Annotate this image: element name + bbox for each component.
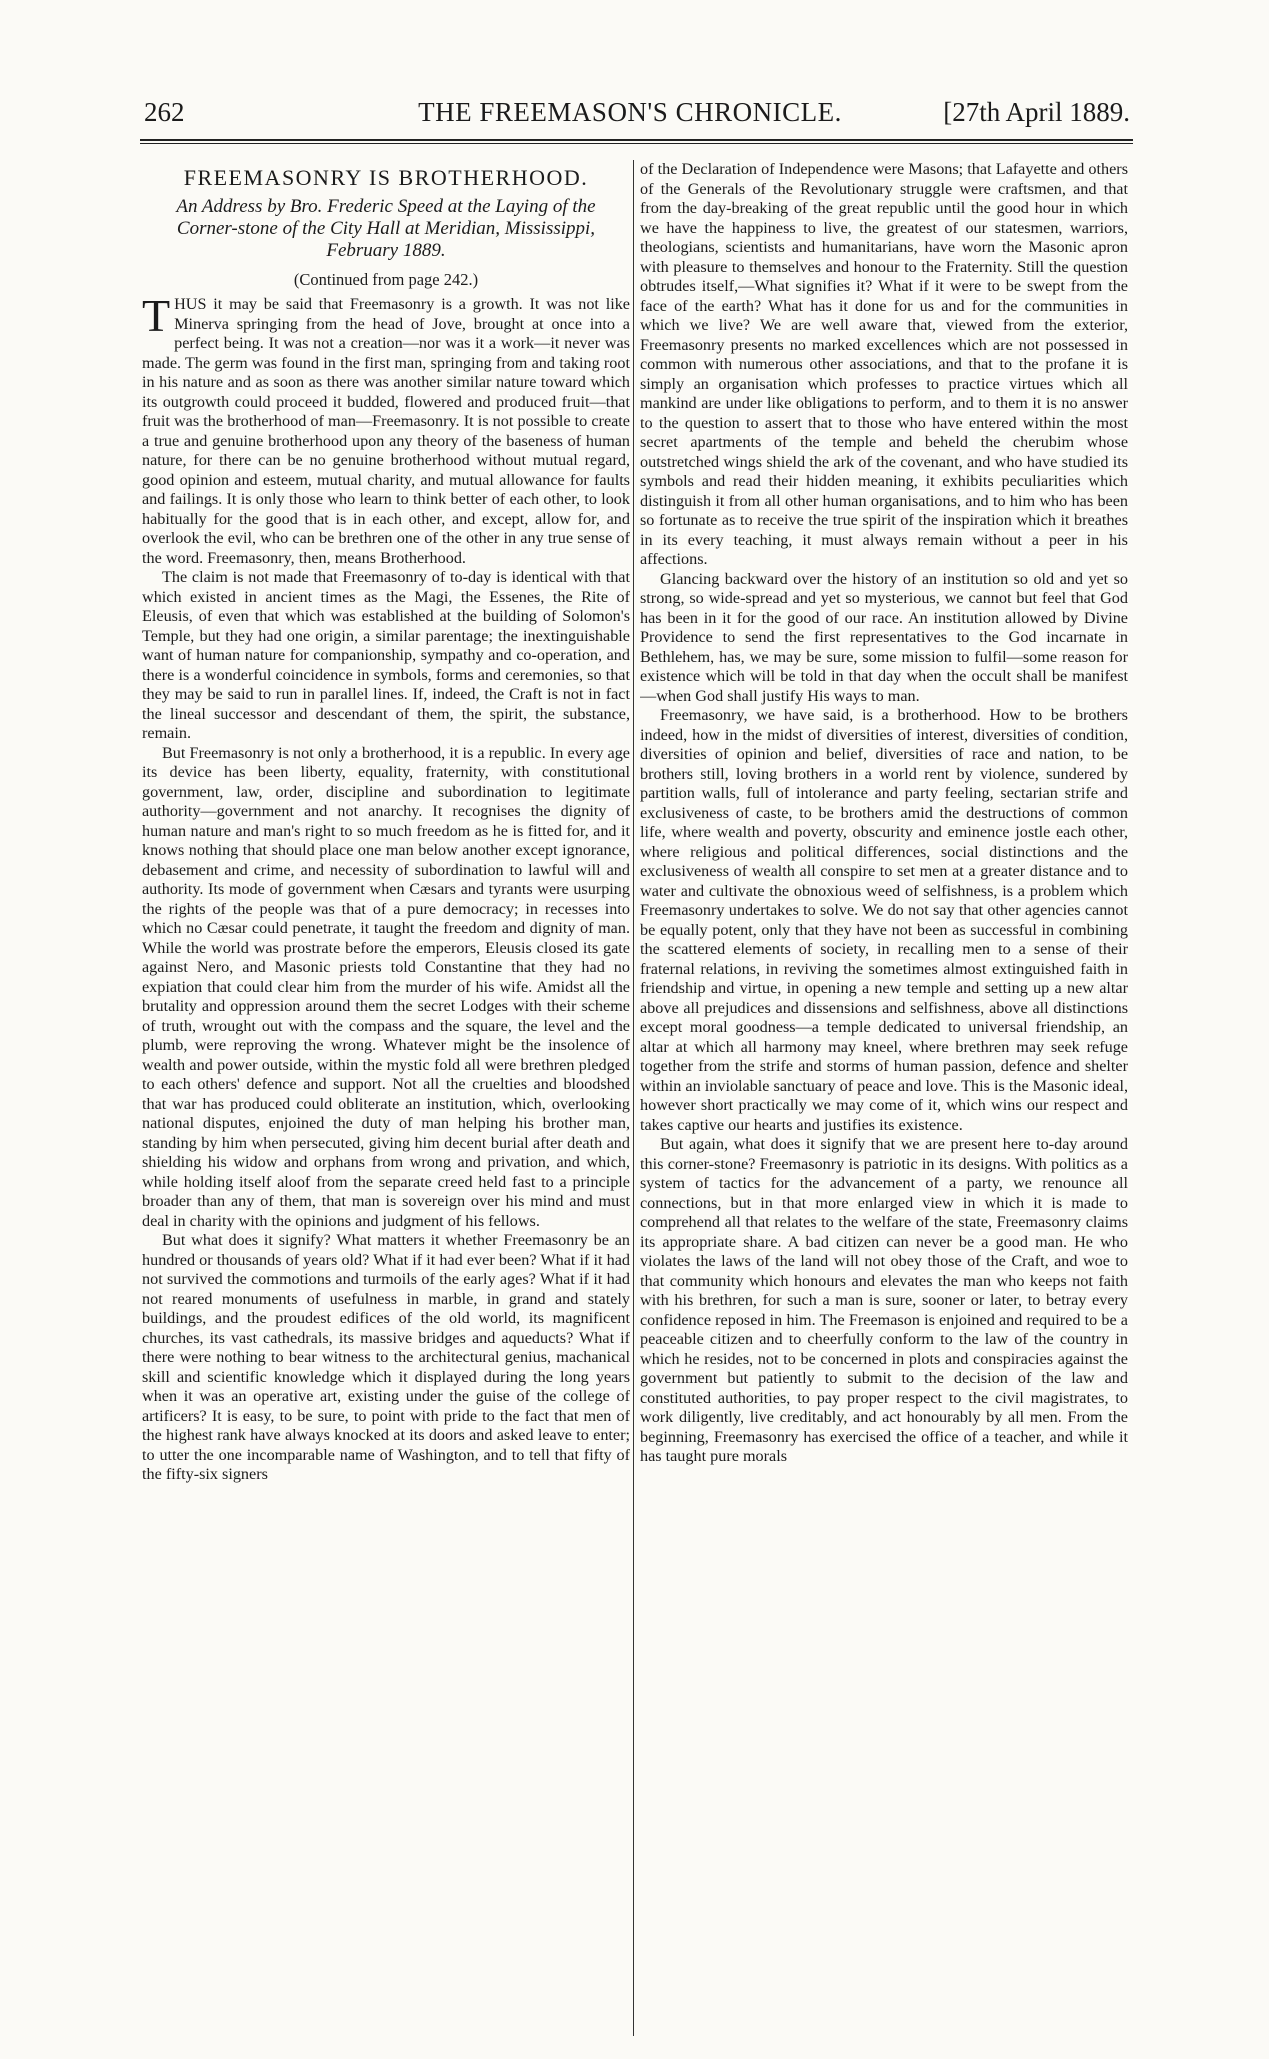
publication-title: THE FREEMASON'S CHRONICLE.	[418, 97, 842, 127]
column-divider	[633, 160, 634, 2036]
paragraph	[142, 290, 630, 568]
paragraph: But again, what does it signify that we are present here to-day around this corner-stone? Freemasonry is patriotic in its designs. With politics as a system of tactics for the advancement of a party, we renounce all connections, but in that more enlarged view in which it is made to comprehend all that relates to the welfare of the state, Freemasonry claims its appropriate share. A bad citizen can never be a good man. He who violates the laws of the land will not obey those of the Craft, and woe to that community which honours and elevates the man who keeps not faith with his brethren, for such a man is sure, sooner or later, to betray every confidence reposed in him. The Freemason is enjoined and required to be a peaceable citizen and to cheerfully conform to the law of the country in which he resides, not to be concerned in plots and conspiracies against the government but patiently to submit to the decision of the law and constituted authorities, to pay proper respect to the civil magistrates, to work diligently, live creditably, and act honourably by all men. From the beginning, Freemasonry has exercised the office of a teacher, and while it has taught pure morals	[640, 1135, 1128, 1465]
header-rule-thin	[140, 143, 1133, 144]
paragraph: But Freemasonry is not only a brotherhood, it is a republic. In every age its device has been liberty, equality, fraternity, with constitutional government, law, order, discipline and subordination to legitimate authority—government and not anarchy. It recognises the dignity of human nature and man's right to so much freedom as he is fitted for, and it knows nothing that should place one man below another except ignorance, debasement and crime, and necessity of subordination to lawful will and authority. Its mode of government when Cæsars and tyrants were usurping the rights of the people was that of a pure democracy; in recesses into which no Cæsar could penetrate, it taught the freedom and dignity of man. While the world was prostrate before the emperors, Eleusis closed its gate against Nero, and Masonic priests told Constantine that they had no expiation that could clear him from the murder of his wife. Amidst all the brutality and oppression around them the secret Lodges with their scheme of truth, wrought out with the compass and the square, the level and the plumb, were reproving the wrong. Whatever might be the insolence of wealth and power outside, within the mystic fold all were brethren pledged to each others' defence and support. Not all the cruelties and bloodshed that war has produced could obliterate an institution, which, overlooking national disputes, enjoined the duty of man helping his brother man, standing by him when persecuted, giving him decent burial after death and shielding his widow and orphans from wrong and privation, and which, while holding itself aloof from the separate creed held fast to a principle broader than any of them, that man is sovereign over his mind and must deal in charity with the opinions and judgment of his fellows.	[142, 743, 630, 1230]
paragraph: The claim is not made that Freemasonry of to-day is identical with that which existed in ancient times as the Magi, the Essenes, the Rite of Eleusis, of even that which was established at the building of Solomon's Temple, but they had one origin, a similar parentage; the inextinguishable want of human nature for companionship, sympathy and co-operation, and there is a wonderful coincidence in symbols, forms and ceremonies, so that they may be said to run in parallel lines. If, indeed, the Craft is not in fact the lineal successor and descendant of them, the spirit, the substance, remain.	[142, 568, 630, 742]
paragraph-text: HUS it may be said that Freemasonry is a growth. It was not like Minerva springing from the head of Jove, brought at once into a perfect being. It was not a creation—nor was it a work—it never was made. The germ was found in the first man, springing from and taking root in his nature and as soon as there was another similar nature toward which its outgrowth could proceed it budded, flowered and produced fruit—that fruit was the brotherhood of man—Freemasonry. It is not possible to create a true and genuine brotherhood upon any theory of the baseness of human nature, for there can be no genuine brotherhood without mutual regard, good opinion and esteem, mutual charity, and mutual allowance for faults and failings. It is only those who learn to think better of each other, to look habitually for the good that is in each other, and except, allow for, and overlook the evil, who can be brethren one of the other in any true sense of the word. Freemasonry, then, means Brotherhood.	[142, 295, 630, 567]
paragraph-continuation: of the Declaration of Independence were Masons; that Lafayette and others of the Generals of the Revolutionary struggle were craftsmen, and that from the day-breaking of the great republic until the good hour in which we have the happiness to live, the greatest of our statesmen, warriors, theologians, scientists and humanitarians, have worn the Masonic apron with pleasure to themselves and honour to the Fraternity. Still the question obtrudes itself,—What signifies it? What if it were to be swept from the face of the earth? What has it done for us and for the communities in which we live? We are well aware that, viewed from the exterior, Freemasonry presents no marked excellences which are not possessed in common with numerous other associations, and that to the profane it is simply an organisation which professes to practice virtues which all mankind are under like obligations to perform, and to them it is no answer to the question to assert that to those who have entered within the most secret apartments of the temple and beheld the cherubim whose outstretched wings shield the ark of the covenant, and who have studied its symbols and read their hidden meaning, it exhibits peculiarities which distinguish it from all other human organisations, and to him who has been so fortunate as to receive the true spirit of the inspiration which it breathes in its every teaching, it must always remain without a peer in his affections.	[640, 160, 1128, 568]
header-rule	[140, 139, 1133, 141]
drop-cap: T	[142, 290, 171, 341]
left-column	[142, 160, 630, 2040]
page-number: 262	[144, 97, 185, 127]
issue-date: [27th April 1889.	[943, 97, 1130, 127]
paragraph: But what does it signify? What matters it whether Freemasonry be an hundred or thousands of years old? What if it had ever been? What if it had not survived the commotions and turmoils of the early ages? What if it had not reared monuments of usefulness in marble, in grand and stately buildings, and the proudest edifices of the old world, its magnificent churches, its vast cathedrals, its massive bridges and aqueducts? What if there were nothing to bear witness to the architectural genius, machanical skill and scientific knowledge which it displayed during the long years when it was an operative art, existing under the guise of the college of artificers? It is easy, to be sure, to point with pride to the fact that men of the highest rank have always knocked at its doors and asked leave to enter; to utter the one incomparable name of Washington, and to tell that fifty of the fifty-six signers	[142, 1231, 630, 1483]
page-header	[130, 97, 1130, 133]
paragraph: Freemasonry, we have said, is a brotherhood. How to be brothers indeed, how in the midst of diversities of interest, diversities of condition, diversities of opinion and belief, diversities of race and nation, to be brothers still, loving brothers in a world rent by violence, sundered by partition walls, full of intolerance and party feeling, sectarian strife and exclusiveness of caste, to be brothers amid the destructions of common life, where wealth and poverty, obscurity and eminence jostle each other, where religious and political differences, social distinctions and the exclusiveness of wealth all conspire to set men at a greater distance and to water and cultivate the obnoxious weed of selfishness, is a problem which Freemasonry undertakes to solve. We do not say that other agencies cannot be equally potent, only that they have not been as successful in combining the scattered elements of society, in recalling men to a sense of their fraternal relations, in reviving the sometimes almost extinguished faith in friendship and virtue, in opening a new temple and setting up a new altar above all prejudices and dissensions and selfishness, above all distinctions except moral goodness—a temple dedicated to universal friendship, an altar at which all harmony may kneel, where brethren may seek refuge together from the strife and storms of human passion, defence and shelter within an inviolable sanctuary of peace and love. This is the Masonic ideal, however short practically we may come of it, which wins our respect and takes captive our hearts and justifies its existence.	[640, 706, 1128, 1134]
article-subtitle: An Address by Bro. Frederic Speed at the Laying of the Corner-stone of the City Hall at Meridian, Mississippi, February 1889.	[176, 195, 596, 261]
right-column	[640, 160, 1128, 2040]
paragraph: Glancing backward over the history of an institution so old and yet so strong, so wide-spread and yet so mysterious, we cannot but feel that God has been in it for the good of our race. An institution allowed by Divine Providence to send the first representatives to the God incarnate in Bethlehem, has, we may be sure, some mission to fulfil—some reason for existence which will be told in that day when the occult shall be manifest—when God shall justify His ways to man.	[640, 569, 1128, 705]
continued-note: (Continued from page 242.)	[293, 269, 479, 289]
article-title: FREEMASONRY IS BROTHERHOOD.	[183, 165, 589, 190]
